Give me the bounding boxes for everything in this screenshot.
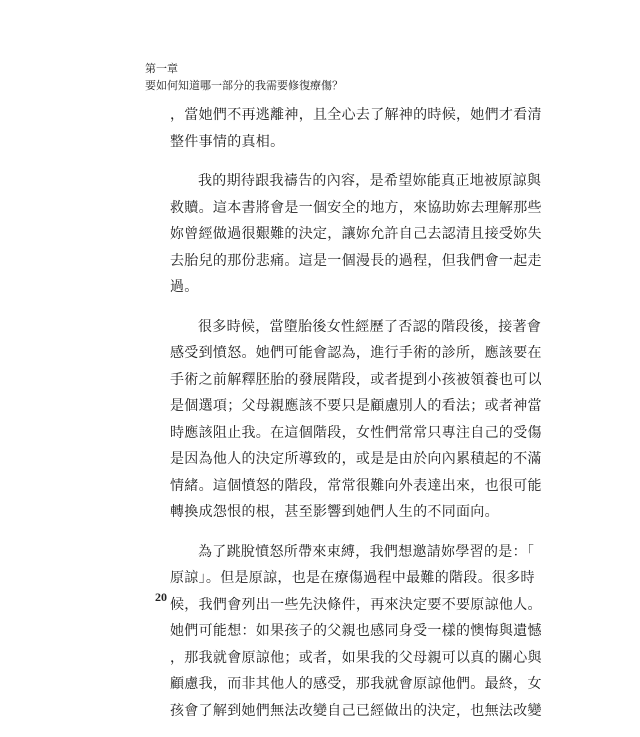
text-line: 為了跳脫憤怒所帶來束縛，我們想邀請妳學習的是：「 [198,543,535,560]
text-line: 是個選項；父母親應該不要只是顧慮別人的看法；或者神當 [170,398,542,414]
text-line: 情緒。這個憤怒的階段，常常很難向外表達出來，也很可能 [170,477,542,494]
text-line: 去胎兒的那份悲痛。這是一個漫長的過程，但我們會一起走 [170,252,542,269]
text-line: 我的期待跟我禱告的內容，是希望妳能真正地被原諒與 [198,173,542,189]
text-line: 是因為他人的決定所導致的，或是是由於向內累積起的不滿 [170,451,542,467]
paragraph [170,168,542,301]
paragraph [170,102,542,155]
paragraph [170,314,542,526]
text-line: 轉換成怨恨的根，甚至影響到她們人生的不同面向。 [170,504,499,520]
text-line: 原諒」。但是原諒，也是在療傷過程中最難的階段。很多時 [170,570,535,586]
page-number: 20 [155,590,167,604]
running-header [145,60,343,94]
body-text [170,102,542,737]
text-line: ，那我就會原諒他；或者，如果我的父母親可以真的關心與 [170,649,542,666]
text-line: 時應該阻止我。在這個階段，女性們常常只專注自己的受傷 [170,424,542,441]
text-line: 整件事情的真相。 [170,133,285,150]
chapter-label: 第一章 [145,62,178,75]
text-line: 救贖。這本書將會是一個安全的地方，來協助妳去理解那些 [170,199,542,216]
text-line: 手術之前解釋胚胎的發展階段，或者提到小孩被領養也可以 [170,371,542,388]
text-line: 感受到憤怒。她們可能會認為，進行手術的診所，應該要在 [170,345,542,361]
text-line: 顧慮我，而非其他人的感受，那我就會原諒他們。最終，女 [170,676,542,692]
text-line: 候，我們會列出一些先決條件，再來決定要不要原諒他人。 [170,596,542,613]
paragraph [170,539,542,725]
text-line: 過。 [170,279,199,295]
text-line: 妳曾經做過很艱難的決定，讓妳允許自己去認清且接受妳失 [170,226,542,242]
text-line: 她們可能想：如果孩子的父親也感同身受一樣的懊悔與遺憾 [170,623,542,639]
text-line: 很多時候，當墮胎後女性經歷了否認的階段後，接著會 [198,318,542,335]
chapter-subtitle: 要如何知道哪一部分的我需要修復療傷？ [145,79,343,92]
text-line: 孩會了解到她們無法改變自己已經做出的決定，也無法改變 [170,702,542,719]
text-line: ，當她們不再逃離神，且全心去了解神的時候，她們才看清 [170,107,542,123]
